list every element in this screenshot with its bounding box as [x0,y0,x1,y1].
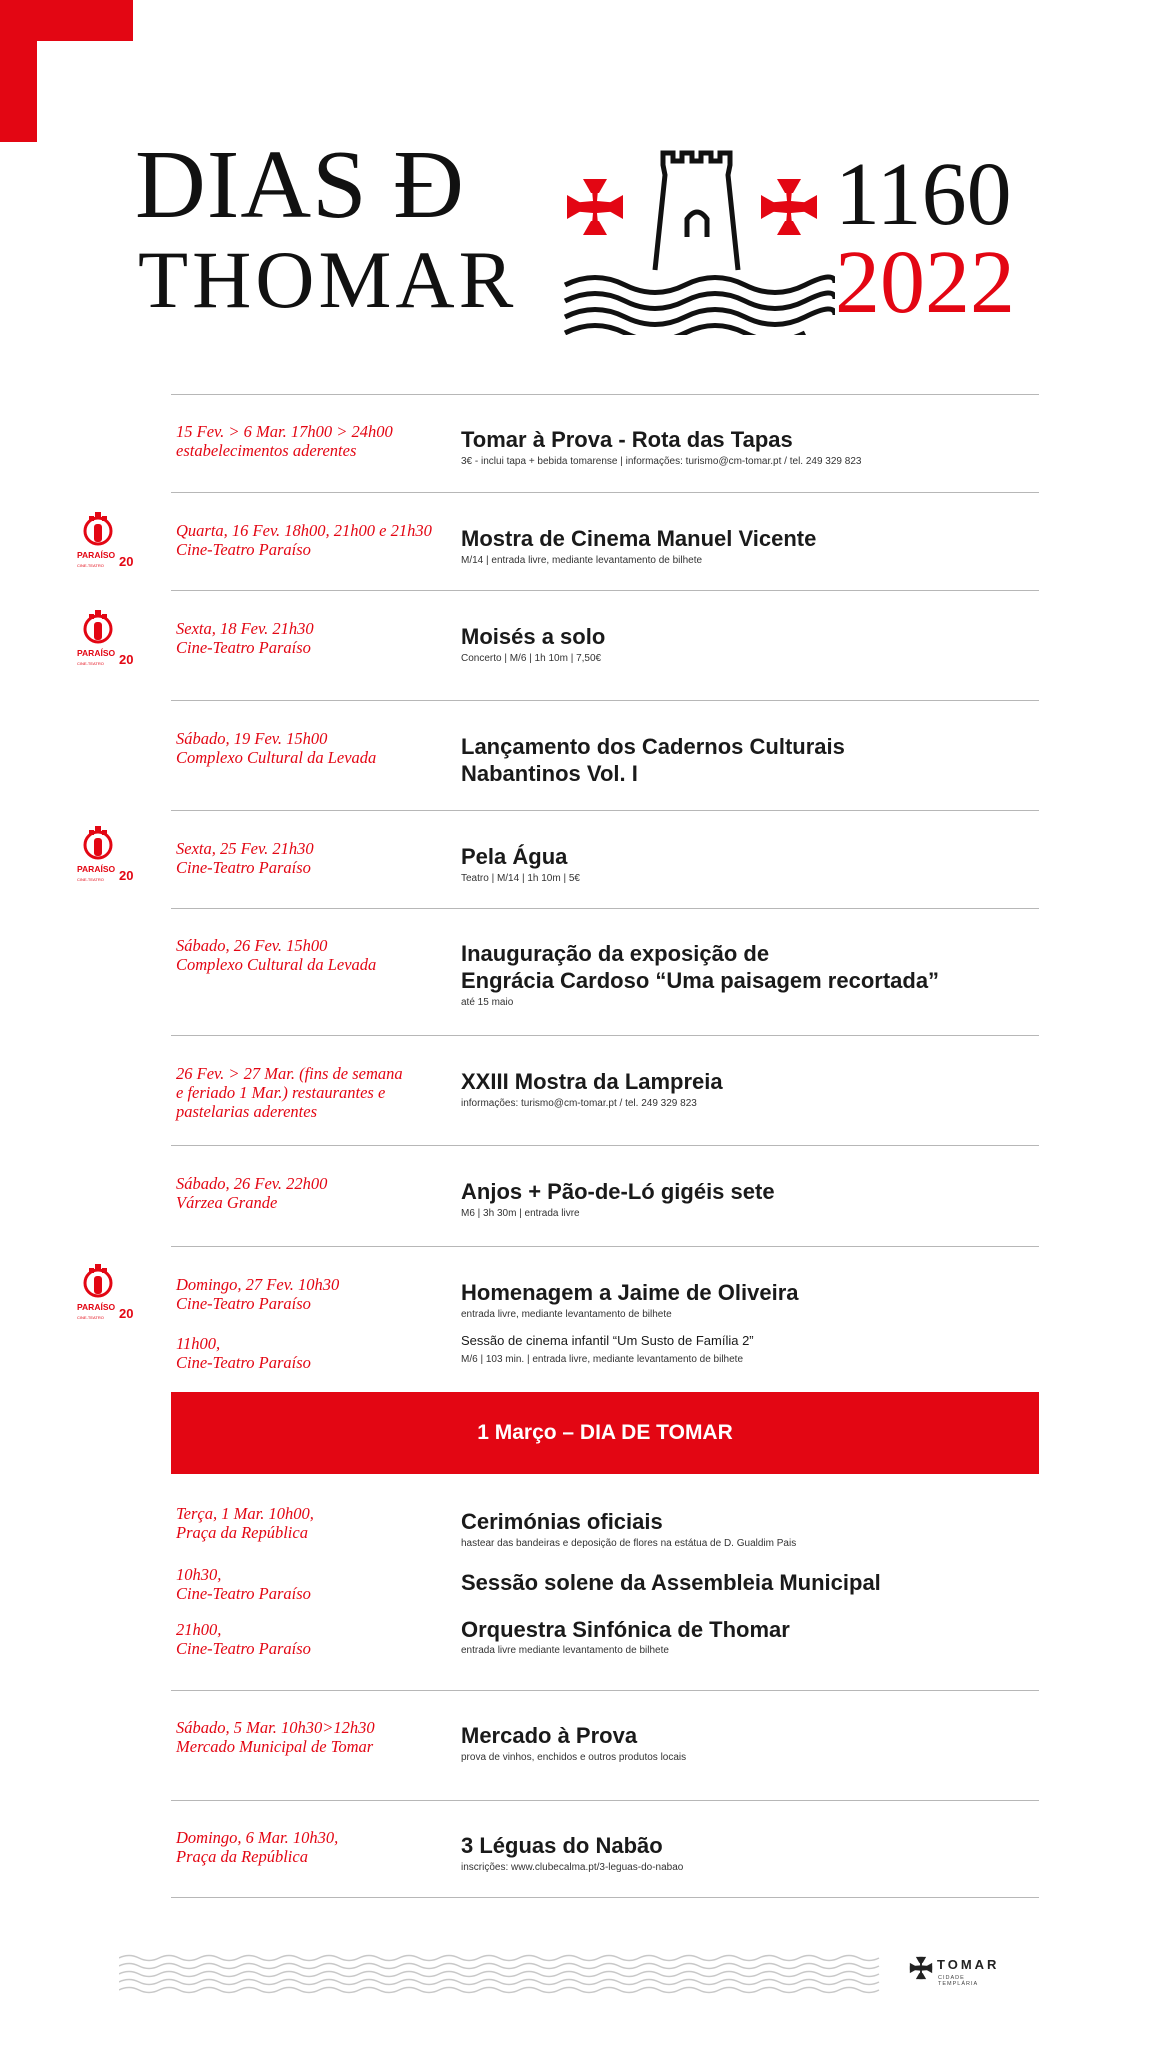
event-date: 11h00, Cine-Teatro Paraíso [176,1334,311,1372]
event-details: entrada livre mediante levantamento de bilhete [461,1645,669,1656]
logo-line-dias: DIAS Đ [135,131,465,239]
event-details: informações: turismo@cm-tomar.pt / tel. 249 329 823 [461,1098,697,1109]
paraiso-tag: CINE-TEATRO [77,563,104,568]
tomar-footer-logo [905,1954,1005,1988]
event-date: Sexta, 25 Fev. 21h30 Cine-Teatro Paraíso [176,839,314,877]
paraiso-tag: CINE-TEATRO [77,661,104,666]
event-details: hastear das bandeiras e deposição de flores na estátua de D. Gualdim Pais [461,1538,797,1549]
event-date: 21h00, Cine-Teatro Paraíso [176,1620,311,1658]
event-details: M/6 | 103 min. | entrada livre, mediante levantamento de bilhete [461,1354,744,1365]
event-date: Sábado, 5 Mar. 10h30>12h30 Mercado Municipal de Tomar [176,1718,375,1756]
event-date: Quarta, 16 Fev. 18h00, 21h00 e 21h30 Cine-Teatro Paraíso [176,521,432,559]
paraiso-logo [75,606,145,670]
paraiso-logo [75,822,145,886]
event-date: 10h30, Cine-Teatro Paraíso [176,1565,311,1603]
divider [171,1690,1039,1691]
event-date: Sábado, 26 Fev. 22h00 Várzea Grande [176,1174,328,1212]
event-date: Terça, 1 Mar. 10h00, Praça da República [176,1504,314,1542]
paraiso-logo [75,508,145,572]
divider [171,1035,1039,1036]
event-title: Mostra de Cinema Manuel Vicente [461,526,817,551]
paraiso-tag: CINE-TEATRO [77,1315,104,1320]
templar-cross-icon [909,1956,933,1980]
event-date: Domingo, 27 Fev. 10h30 Cine-Teatro Paraíso [176,1275,340,1313]
footer-tagline: CIDADE TEMPLÁRIA [938,1975,979,1987]
event-details: até 15 maio [461,997,514,1008]
paraiso-tag: CINE-TEATRO [77,877,104,882]
event-title: Sessão solene da Assembleia Municipal [461,1570,881,1595]
event-title: Mercado à Prova [461,1723,638,1748]
divider [171,394,1039,395]
event-details: prova de vinhos, enchidos e outros produtos locais [461,1752,687,1763]
divider [171,1246,1039,1247]
event-subtitle: Sessão de cinema infantil “Um Susto de Família 2” [461,1333,754,1348]
event-date: Domingo, 6 Mar. 10h30, Praça da República [176,1828,339,1866]
event-title: Homenagem a Jaime de Oliveira [461,1280,799,1305]
event-details: M6 | 3h 30m | entrada livre [461,1208,580,1219]
event-date: 15 Fev. > 6 Mar. 17h00 > 24h00 estabelecimentos aderentes [176,422,393,460]
paraiso-number: 20 [119,554,134,569]
divider [171,700,1039,701]
paraiso-name: PARAÍSO [77,550,116,560]
dia-de-tomar-banner: 1 Março – DIA DE TOMAR [171,1392,1039,1474]
divider [171,1145,1039,1146]
event-details: entrada livre, mediante levantamento de bilhete [461,1309,672,1320]
event-title: 3 Léguas do Nabão [461,1833,663,1858]
paraiso-number: 20 [119,1306,134,1321]
event-title: Cerimónias oficiais [461,1509,663,1534]
paraiso-number: 20 [119,652,134,667]
event-title: Anjos + Pão-de-Ló gigéis sete [461,1179,775,1204]
castle-with-crosses-icon [555,145,835,335]
corner-accent-left [0,0,37,142]
event-details: Concerto | M/6 | 1h 10m | 7,50€ [461,653,602,664]
paraiso-name: PARAÍSO [77,1302,116,1312]
event-logo [135,131,1035,335]
divider [171,1800,1039,1801]
event-title: XXIII Mostra da Lampreia [461,1069,723,1094]
paraiso-number: 20 [119,868,134,883]
event-title: Lançamento dos Cadernos Culturais Nabantinos Vol. I [461,734,845,786]
event-date: 26 Fev. > 27 Mar. (fins de semana e feriado 1 Mar.) restaurantes e pastelarias aderentes [176,1064,403,1121]
event-title: Tomar à Prova - Rota das Tapas [461,427,793,452]
divider [171,908,1039,909]
divider [171,810,1039,811]
event-title: Pela Água [461,844,568,869]
event-title: Inauguração da exposição de Engrácia Cardoso “Uma paisagem recortada” [461,941,940,993]
divider [171,590,1039,591]
event-details: 3€ - inclui tapa + bebida tomarense | informações: turismo@cm-tomar.pt / tel. 249 329 823 [461,456,862,467]
footer-brand: TOMAR [937,1957,1000,1972]
paraiso-name: PARAÍSO [77,648,116,658]
paraiso-name: PARAÍSO [77,864,116,874]
divider [171,492,1039,493]
event-details: Teatro | M/14 | 1h 10m | 5€ [461,873,580,884]
event-date: Sexta, 18 Fev. 21h30 Cine-Teatro Paraíso [176,619,314,657]
event-title: Orquestra Sinfónica de Thomar [461,1617,790,1642]
paraiso-logo [75,1260,145,1324]
logo-line-thomar: THOMAR [138,234,518,325]
divider [171,1897,1039,1898]
event-title: Moisés a solo [461,624,606,649]
year-founding: 1160 [835,145,1012,244]
year-current: 2022 [835,233,1015,332]
event-date: Sábado, 26 Fev. 15h00 Complexo Cultural da Levada [176,936,377,974]
event-details: M/14 | entrada livre, mediante levantamento de bilhete [461,555,703,566]
footer-waves-decoration [119,1952,889,1996]
event-details: inscrições: www.clubecalma.pt/3-leguas-do-nabao [461,1862,684,1873]
event-date: Sábado, 19 Fev. 15h00 Complexo Cultural da Levada [176,729,377,767]
